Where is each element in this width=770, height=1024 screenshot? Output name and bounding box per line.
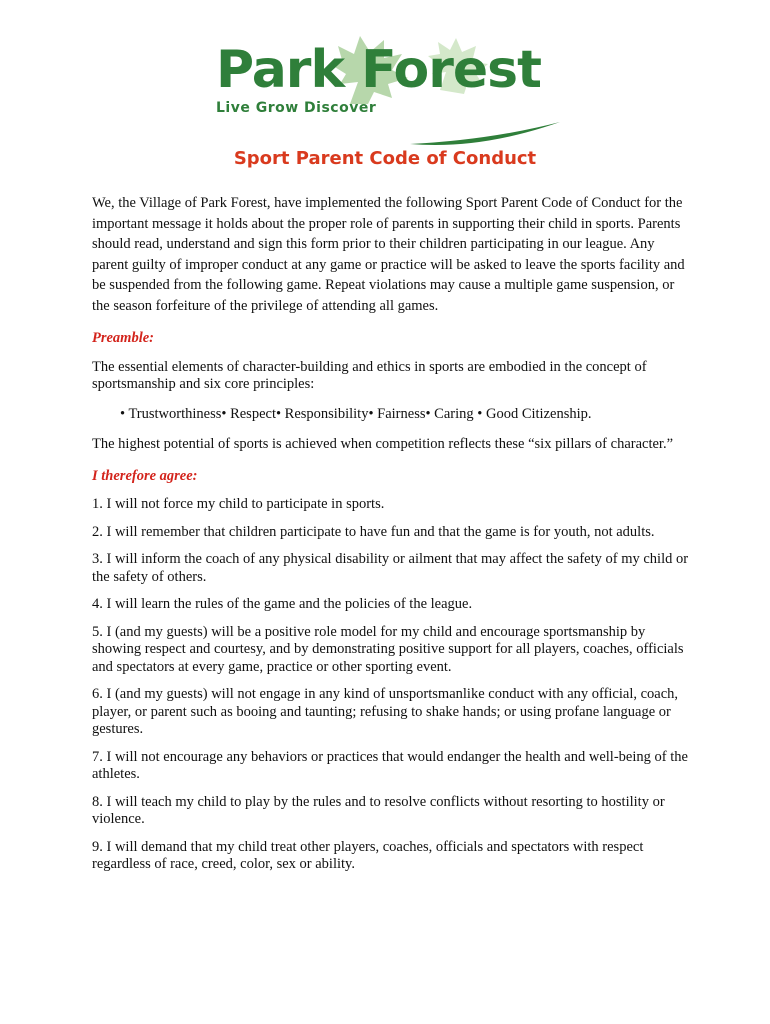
logo-tagline: Live Grow Discover [216, 100, 377, 116]
agreement-item: 9. I will demand that my child treat other players, coaches, officials and spectators with respect regardless of race, creed, color, sex or ability. [92, 838, 644, 872]
logo-swoosh-icon [410, 120, 560, 150]
agree-heading: I therefore agree: [92, 467, 198, 484]
logo-wordmark: Park Forest [216, 40, 541, 100]
intro-paragraph: We, the Village of Park Forest, have implemented the following Sport Parent Code of Conduct for the important message it holds about the proper role of parents in supporting their child in sports. Parents should read, understand and sign this form prior to their children participating in our league. Any parent guilty of improper conduct at any game or practice will be asked to leave the sports facility and be suspended from the following game. Repeat violations may cause a multiple game suspension, or the season forfeiture of the privilege of attending all games. [92, 195, 685, 314]
page-title: Sport Parent Code of Conduct [233, 148, 537, 169]
six-pillars-list: • Trustworthiness• Respect• Responsibility• Fairness• Caring • Good Citizenship. [120, 405, 592, 422]
agreement-item: 5. I (and my guests) will be a positive role model for my child and encourage sportsmanship by showing respect and courtesy, and by demonstrating positive support for all players, coaches, officials and spectators at every game, practice or other sporting event. [92, 623, 684, 675]
agreement-item: 4. I will learn the rules of the game and the policies of the league. [92, 596, 473, 612]
document-body [92, 193, 692, 884]
agreement-item: 6. I (and my guests) will not engage in any kind of unsportsmanlike conduct with any official, coach, player, or parent such as booing and taunting; refusing to shake hands; or using profane language or gestures. [92, 686, 679, 737]
agreement-item: 2. I will remember that children participate to have fun and that the game is for youth, not adults. [92, 523, 655, 540]
preamble-heading: Preamble: [92, 330, 155, 346]
agreement-item: 8. I will teach my child to play by the rules and to resolve conflicts without resorting to hostility or violence. [92, 793, 665, 827]
agreement-item: 7. I will not encourage any behaviors or practices that would endanger the health and well-being of the athletes. [92, 748, 688, 782]
preamble-closing: The highest potential of sports is achieved when competition reflects these “six pillars of character.” [92, 436, 674, 452]
preamble-text: The essential elements of character-building and ethics in sports are embodied in the concept of sportsmanship and six core principles: [92, 358, 647, 392]
agreement-item: 1. I will not force my child to participate in sports. [92, 496, 385, 512]
agreement-item: 3. I will inform the coach of any physical disability or ailment that may affect the safety of my child or the safety of others. [92, 551, 689, 585]
